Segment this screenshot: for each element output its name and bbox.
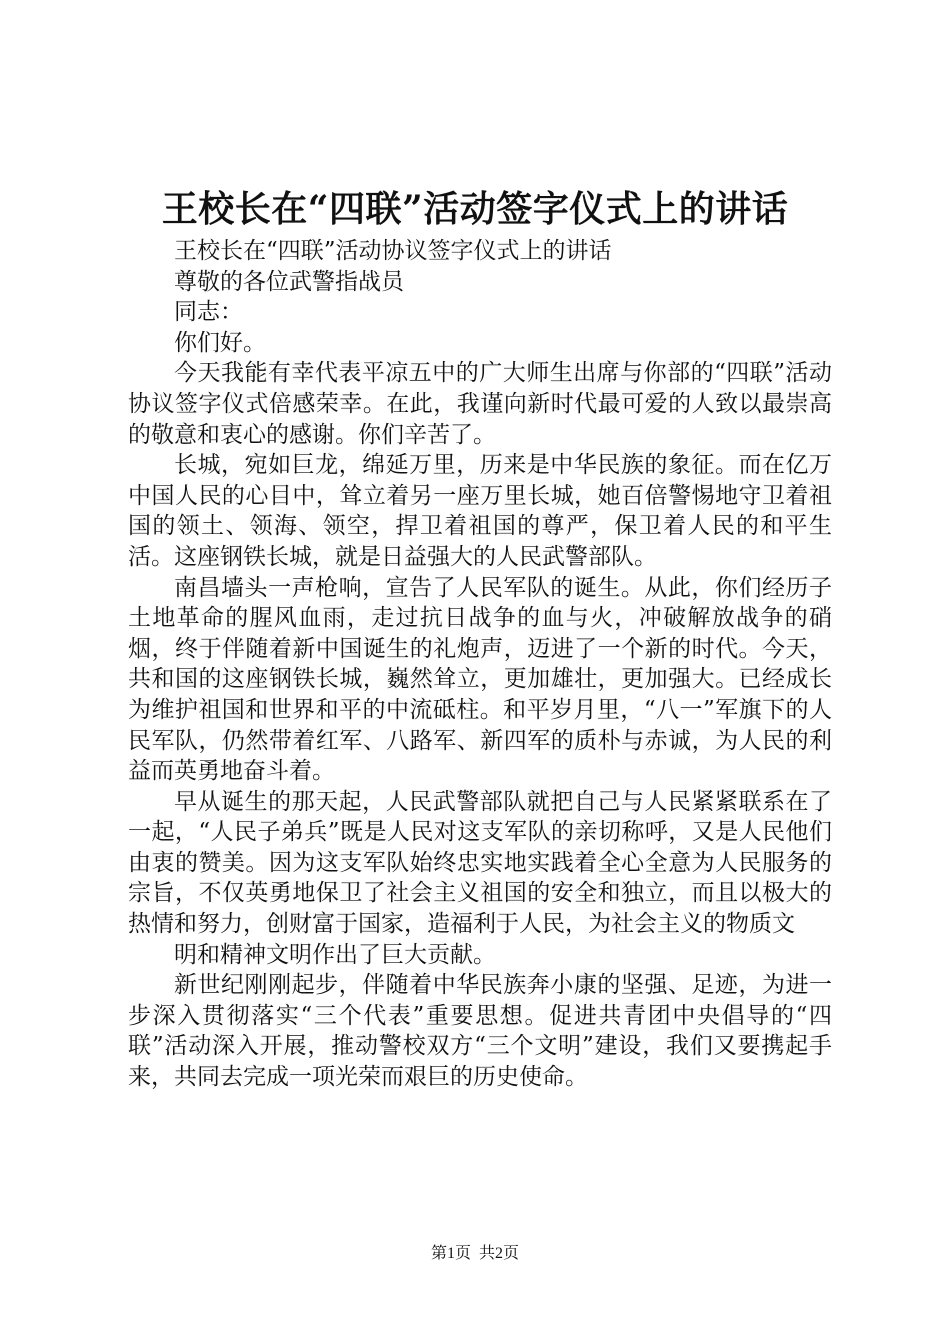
paragraph: 你们好。 [174,329,266,356]
page-number: 第1页 [430,1245,471,1262]
paragraph: 南昌墙头一声枪响，宣告了人民军队的诞生。从此，你们经历子土地革命的腥风血雨，走过抗日战争的血与火，冲破解放战争的硝烟，终于伴随着新中国诞生的礼炮声，迈进了一个新的时代。今天，共和国的这座钢铁长城，巍然耸立，更加雄壮，更加强大。已经成长为维护祖国和世界和平的中流砥柱。和平岁月里，“八一”军旗下的人民军队，仍然带着红军、八路军、新四军的质朴与赤诚，为人民的利益而英勇地奋斗着。 [128,574,832,785]
paragraph: 王校长在“四联”活动协议签字仪式上的讲话 [174,238,612,264]
document-title: 王校长在“四联”活动签字仪式上的讲话 [161,188,789,230]
paragraph: 新世纪刚刚起步，伴随着中华民族奔小康的坚强、足迹，为进一步深入贯彻落实“三个代表”重要思想。促进共青团中央倡导的“四联”活动深入开展，推动警校双方“三个文明”建设，我们又要携起手来，共同去完成一项光荣而艰巨的历史使命。 [128,972,832,1091]
paragraph: 今天我能有幸代表平凉五中的广大师生出席与你部的“四联”活动协议签字仪式倍感荣幸。在此，我谨向新时代最可爱的人致以最崇高的敬意和衷心的感谢。你们辛苦了。 [128,360,832,448]
paragraph: 尊敬的各位武警指战员 [174,268,404,295]
document-body [128,236,832,1093]
page-footer [0,1243,950,1265]
page-total: 共2页 [479,1245,520,1262]
paragraph: 早从诞生的那天起，人民武警部队就把自己与人民紧紧联系在了一起，“人民子弟兵”既是人民对这支军队的亲切称呼，又是人民他们由衷的赞美。因为这支军队始终忠实地实践着全心全意为人民服务的宗旨，不仅英勇地保卫了社会主义祖国的安全和独立，而且以极大的热情和努力，创财富于国家，造福利于人民，为社会主义的物质文 [128,788,832,938]
paragraph: 长城，宛如巨龙，绵延万里，历来是中华民族的象征。而在亿万中国人民的心目中，耸立着另一座万里长城，她百倍警惕地守卫着祖国的领土、领海、领空，捍卫着祖国的尊严，保卫着人民的和平生活。这座钢铁长城，就是日益强大的人民武警部队。 [128,452,832,570]
paragraph: 明和精神文明作出了巨大贡献。 [174,941,496,968]
paragraph: 同志： [174,299,243,326]
